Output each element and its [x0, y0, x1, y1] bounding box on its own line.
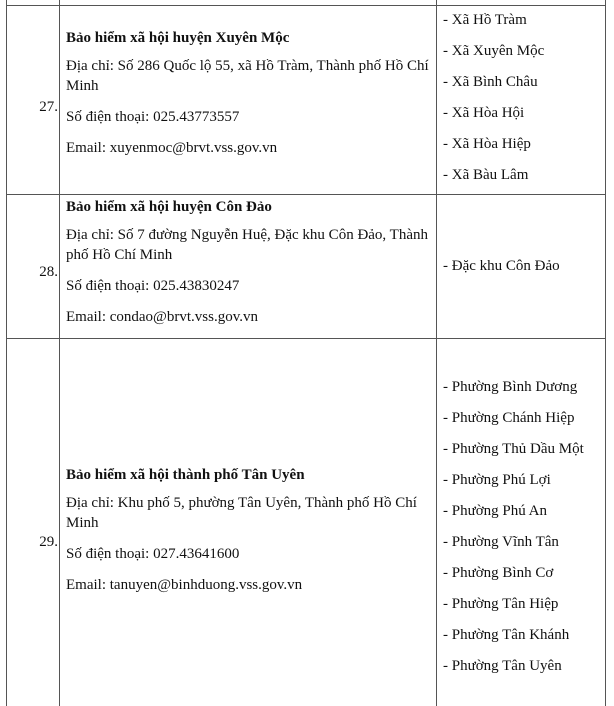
table-row — [6, 339, 606, 706]
office-name: Bảo hiểm xã hội huyện Côn Đảo — [66, 199, 272, 215]
list-item: - Phường Tân Khánh — [443, 627, 570, 643]
list-item: - Xã Hòa Hiệp — [443, 136, 531, 152]
office-info — [66, 197, 436, 338]
office-address: Địa chỉ: Khu phố 5, phường Tân Uyên, Thành phố Hồ Chí Minh — [66, 495, 417, 531]
list-item: - Xã Bình Châu — [443, 74, 538, 90]
ward-list — [443, 256, 603, 287]
list-item: - Đặc khu Côn Đảo — [443, 258, 560, 274]
ward-list — [443, 377, 603, 687]
office-address: Địa chỉ: Số 7 đường Nguyễn Huệ, Đặc khu Côn Đảo, Thành phố Hồ Chí Minh — [66, 227, 428, 263]
list-item: - Phường Phú An — [443, 503, 547, 519]
office-name: Bảo hiểm xã hội huyện Xuyên Mộc — [66, 30, 290, 46]
office-address: Địa chỉ: Số 286 Quốc lộ 55, xã Hồ Tràm, Thành phố Hồ Chí Minh — [66, 58, 429, 94]
office-email[interactable]: Email: condao@brvt.vss.gov.vn — [66, 309, 258, 325]
table-row — [6, 195, 606, 338]
list-item: - Phường Thủ Dầu Một — [443, 441, 584, 457]
table-row — [6, 6, 606, 194]
list-item: - Phường Bình Cơ — [443, 565, 554, 581]
row-number: 28. — [39, 264, 58, 280]
agency-table — [6, 0, 606, 706]
list-item: - Xã Bàu Lâm — [443, 167, 529, 183]
office-email[interactable]: Email: xuyenmoc@brvt.vss.gov.vn — [66, 140, 278, 156]
list-item: - Xã Hồ Tràm — [443, 12, 527, 28]
list-item: - Phường Phú Lợi — [443, 472, 551, 488]
office-phone: Số điện thoại: 025.43830247 — [66, 278, 240, 294]
office-info — [66, 28, 436, 169]
list-item: - Phường Bình Dương — [443, 379, 578, 395]
ward-list — [443, 10, 603, 196]
list-item: - Xã Hòa Hội — [443, 105, 525, 121]
row-number: 27. — [39, 99, 58, 115]
office-email[interactable]: Email: tanuyen@binhduong.vss.gov.vn — [66, 577, 303, 593]
office-info — [66, 465, 436, 606]
list-item: - Xã Xuyên Mộc — [443, 43, 545, 59]
list-item: - Phường Chánh Hiệp — [443, 410, 575, 426]
list-item: - Phường Tân Hiệp — [443, 596, 559, 612]
list-item: - Phường Tân Uyên — [443, 658, 562, 674]
row-number: 29. — [39, 534, 58, 550]
office-phone: Số điện thoại: 027.43641600 — [66, 546, 240, 562]
office-phone: Số điện thoại: 025.43773557 — [66, 109, 240, 125]
office-name: Bảo hiểm xã hội thành phố Tân Uyên — [66, 467, 305, 483]
list-item: - Phường Vĩnh Tân — [443, 534, 559, 550]
